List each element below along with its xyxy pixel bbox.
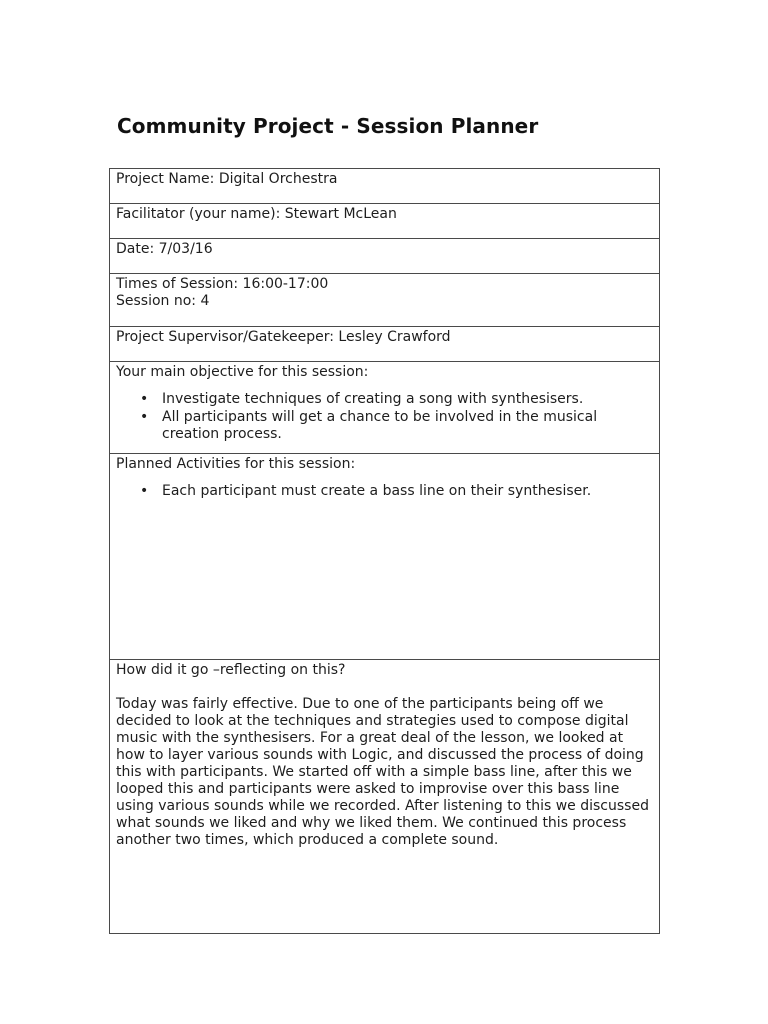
row-reflection [110,660,660,934]
session-planner-table [109,168,660,934]
facilitator-cell: Facilitator (your name): Stewart McLean [110,204,660,239]
objective-item: • All participants will get a chance to be involved in the musical creation process. [162,409,653,443]
row-times [110,274,660,327]
reflection-cell [110,660,660,934]
activity-item: • Each participant must create a bass line on their synthesiser. [162,483,653,500]
times-cell [110,274,660,327]
row-facilitator [110,204,660,239]
row-project-name [110,169,660,204]
activities-list [116,483,653,500]
objective-heading: Your main objective for this session: [116,364,369,380]
session-number: Session no: 4 [116,293,210,309]
row-activities [110,454,660,660]
row-supervisor [110,327,660,362]
objective-cell [110,362,660,454]
page-title: Community Project - Session Planner [117,114,539,138]
row-objective [110,362,660,454]
project-name-cell: Project Name: Digital Orchestra [110,169,660,204]
objective-item: • Investigate techniques of creating a song with synthesisers. [162,391,653,408]
row-date [110,239,660,274]
objective-list [116,391,653,443]
reflection-heading: How did it go –reflecting on this? [116,662,346,678]
date-cell: Date: 7/03/16 [110,239,660,274]
reflection-body: Today was fairly effective. Due to one of the participants being off we decided to look at the techniques and strategies used to compose digital music with the synthesisers. For a great deal of the lesson, we looked at how to layer various sounds with Logic, and discussed the process of doing this with participants. We started off with a simple bass line, after this we looped this and participants were asked to improvise over this bass line using various sounds while we recorded. After listening to this we discussed what sounds we liked and why we liked them. We continued this process another two times, which produced a complete sound. [116,696,649,848]
activities-cell [110,454,660,660]
supervisor-cell: Project Supervisor/Gatekeeper: Lesley Crawford [110,327,660,362]
times-of-session: Times of Session: 16:00-17:00 [116,276,329,292]
activities-heading: Planned Activities for this session: [116,456,356,472]
